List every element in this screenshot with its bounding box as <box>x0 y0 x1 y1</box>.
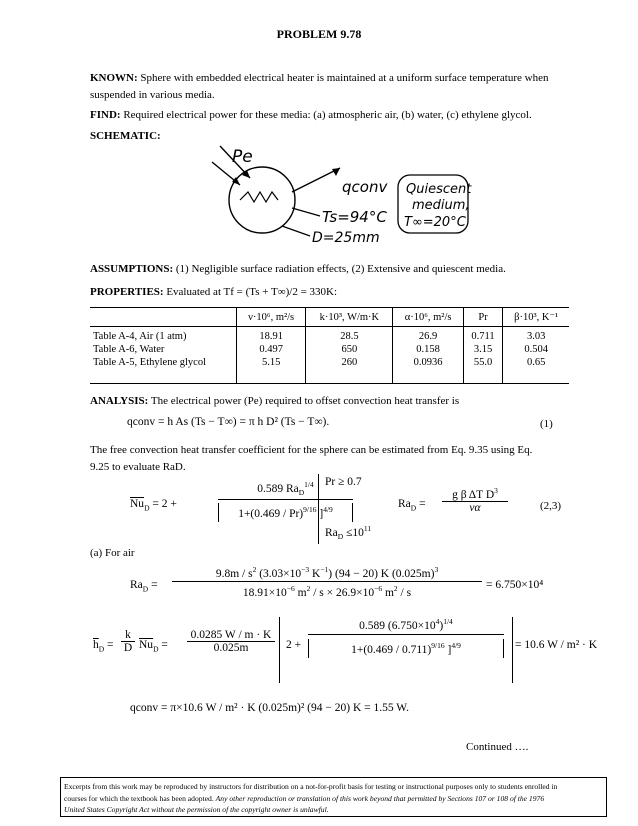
known-label: KNOWN: <box>90 72 138 84</box>
known-text: Sphere with embedded electrical heater is maintained at a uniform surface temperature when suspended in various media. <box>90 72 549 101</box>
table-header: k·10³, W/m·K <box>306 308 393 327</box>
table-cell: 28.5 <box>306 327 393 344</box>
properties-label: PROPERTIES: <box>90 286 164 298</box>
table-header <box>90 308 237 327</box>
table-row <box>90 356 569 384</box>
sphere-shape <box>229 167 295 233</box>
table-header: α·10⁶, m²/s <box>393 308 463 327</box>
table-cell: 260 <box>306 356 393 384</box>
assumptions-section <box>90 261 560 278</box>
medium-line-3: T∞=20°C <box>404 215 466 230</box>
equation-h-air: $\overline{h}_D$ = k D $\overline{Nu}_D$ = 0.0285 W / m · K 0.025m 2 + 0.589 $(6.750\times 10^4)^{1/4}$ 1+(0.469 / 0.711)$^{9/16}$ ]$^{4/9}$ = 10.6 W / m² · K <box>93 617 553 687</box>
medium-line-2: medium, <box>412 198 470 213</box>
equation-q-air: qconv = π×10.6 W / m² · K (0.025m)² (94 − 20) K = 1.55 W. <box>130 702 409 714</box>
table-header: β·10³, K⁻¹ <box>503 308 569 327</box>
analysis-text-2a: The free convection heat transfer coefficient for the sphere can be estimated from Eq. 9.35 using Eq. <box>90 444 533 456</box>
footer-line-2a: courses for which the textbook has been adopted. <box>64 793 214 803</box>
equation-2: $\overline{Nu}_D = 2$ + 0.589 $Ra_D^{1/4}$ 1+(0.469 / Pr)$^{9/16}$ ]$^{4/9}$ <box>130 478 360 548</box>
known-section <box>90 70 560 104</box>
equation-23-number: (2,3) <box>540 500 562 512</box>
table-header-row <box>90 308 569 327</box>
table-cell: Table A-6, Water <box>93 344 165 355</box>
table-cell: 18.91 <box>237 327 306 344</box>
continued-text: Continued …. <box>466 741 529 753</box>
assumptions-text: (1) Negligible surface radiation effects, (2) Extensive and quiescent media. <box>175 263 506 275</box>
footer-line-1: Excerpts from this work may be reproduced by instructors for distribution on a not-for-profit basis for testing or instructional purposes only to students enrolled in <box>64 782 558 791</box>
assumptions-label: ASSUMPTIONS: <box>90 263 174 275</box>
table-cell: 0.497 <box>237 343 306 356</box>
properties-section <box>90 284 560 301</box>
find-label: FIND: <box>90 109 121 121</box>
equation-conditions: Pr ≥ 0.7 $Ra_D \le 10^{11}$ <box>318 474 367 544</box>
ra-result: = 6.750×10⁴ <box>486 579 544 591</box>
properties-table <box>90 307 569 384</box>
page-title: PROBLEM 9.78 <box>276 27 362 41</box>
table-cell: 0.0936 <box>393 356 463 384</box>
schematic-diagram <box>170 140 490 250</box>
table-header: ν·10⁶, m²/s <box>237 308 306 327</box>
find-text: Required electrical power for these media: (a) atmospheric air, (b) water, (c) ethylene glycol. <box>123 109 532 121</box>
table-cell: 0.504 <box>503 343 569 356</box>
table-row <box>90 327 569 344</box>
table-cell: 0.158 <box>393 343 463 356</box>
analysis-text-2 <box>90 442 560 476</box>
h-result: = 10.6 W / m² · K <box>515 639 598 651</box>
copyright-footer <box>60 777 607 817</box>
analysis-intro <box>90 393 560 410</box>
footer-line-2b: Any other reproduction or translation of this work beyond that permitted by Sections 107 or 108 of the 1976 <box>215 793 545 803</box>
equation-3: $Ra_D$ = g β ΔT $D^3$ να <box>398 486 518 526</box>
find-section <box>90 107 560 124</box>
d-label: D=25mm <box>312 230 380 246</box>
schematic-label-text: SCHEMATIC: <box>90 130 161 142</box>
table-cell: 26.9 <box>393 327 463 344</box>
table-header: Pr <box>463 308 503 327</box>
table-cell: 55.0 <box>463 356 503 384</box>
table-cell: 3.15 <box>463 343 503 356</box>
analysis-label: ANALYSIS: <box>90 395 149 407</box>
table-cell: Table A-4, Air (1 atm) <box>93 331 187 342</box>
medium-line-1: Quiescent <box>406 182 472 197</box>
equation-1-number: (1) <box>540 418 553 430</box>
table-cell: Table A-5, Ethylene glycol <box>93 357 206 368</box>
ts-label: Ts=94°C <box>322 208 387 226</box>
table-cell: 5.15 <box>237 356 306 384</box>
footer-line-3: United States Copyright Act without the permission of the copyright owner is unlawful. <box>64 805 329 814</box>
table-cell: 0.65 <box>503 356 569 384</box>
properties-text: Evaluated at Tf = (Ts + T∞)/2 = 330K: <box>166 286 338 298</box>
heater-icon <box>240 192 278 202</box>
analysis-intro-text: The electrical power (Pe) required to offset convection heat transfer is <box>150 395 460 407</box>
table-cell: 650 <box>306 343 393 356</box>
table-cell: 0.711 <box>463 327 503 344</box>
equation-ra-air: $Ra_D$ = $9.8m / s^2$ ($3.03\times 10^{-3}$ $K^{-1}$) (94 − 20) K $(0.025m)^3$ $18.91\times 10^{-6}$ $m^2 / s \times 26.9\times 10^{-6}$ $m^2$ / s = 6.750×10⁴ <box>130 565 544 599</box>
equation-1: qconv = h As (Ts − T∞) = π h D² (Ts − T∞). <box>127 416 330 428</box>
qconv-label: qconv <box>342 178 388 196</box>
pe-label: Pe <box>232 147 253 167</box>
table-row <box>90 343 569 356</box>
analysis-text-2b: 9.25 to evaluate RaD. <box>90 461 186 473</box>
air-label: (a) For air <box>90 547 135 559</box>
table-cell: 3.03 <box>503 327 569 344</box>
